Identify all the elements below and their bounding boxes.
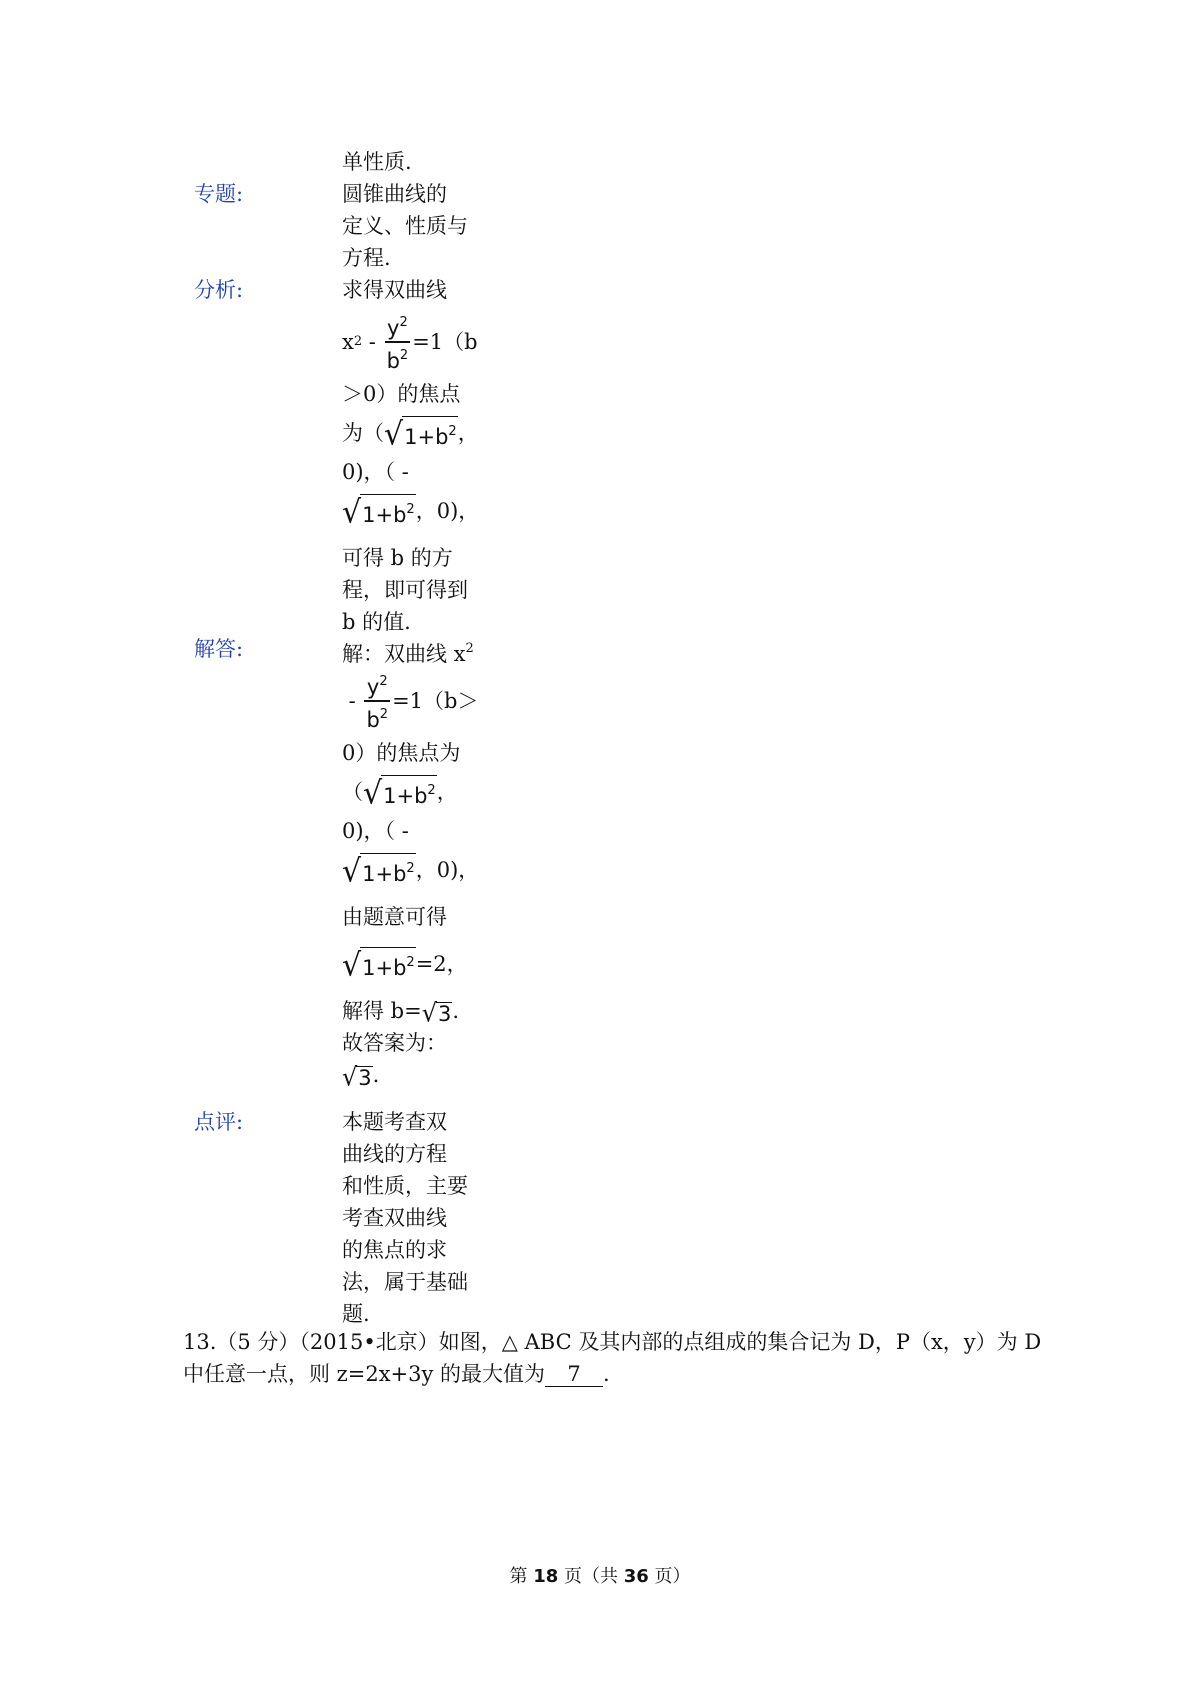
- page-footer: [0, 1562, 1200, 1588]
- analysis-line: ＞0）的焦点: [342, 382, 461, 406]
- question-line: 13.（5 分）（2015•北京）如图，△ ABC 及其内部的点组成的集合记为 D，P（x，y）为 D: [183, 1330, 1042, 1354]
- question-line2-text: 中任意一点，则 z=2x+3y 的最大值为: [183, 1362, 546, 1386]
- comment-line: 法，属于基础: [342, 1270, 468, 1294]
- solution-exp: 2: [465, 641, 474, 656]
- eq-x: x: [342, 330, 354, 354]
- frac-num: y: [366, 675, 380, 700]
- frac-den-exp: 2: [399, 347, 409, 363]
- sqrt-exp: 2: [406, 955, 415, 970]
- radical-icon: √: [342, 853, 362, 890]
- comment-line: 的焦点的求: [342, 1238, 447, 1262]
- solution-line: 故答案为：: [342, 1031, 447, 1055]
- sqrt-1-plus-b2: [342, 853, 416, 890]
- solution-content: [342, 633, 492, 1091]
- comma: ，: [457, 421, 479, 445]
- topic-content: [342, 178, 492, 274]
- focus-coordinate-line-2: [342, 847, 492, 893]
- radical-icon: √: [421, 997, 438, 1028]
- eq-minus: -: [362, 330, 383, 354]
- sqrt-exp: 2: [406, 502, 415, 517]
- eq-rest: =1（b＞: [392, 689, 479, 713]
- solution-line: 0）的焦点为: [342, 741, 461, 765]
- total-pages: 36: [623, 1566, 649, 1587]
- analysis-content: [342, 274, 492, 638]
- footer-middle: 页（共: [558, 1566, 624, 1587]
- analysis-line: 程，即可得到: [342, 578, 468, 602]
- radical-icon: √: [342, 947, 362, 984]
- topic-line: 圆锥曲线的: [342, 182, 447, 206]
- sqrt-3: [342, 1061, 373, 1092]
- sqrt-exp: 2: [406, 861, 415, 876]
- sqrt-exp: 2: [427, 783, 436, 798]
- radical-icon: √: [363, 775, 383, 812]
- sqrt-body: 1+b: [383, 784, 428, 808]
- equation-sqrt-equals-2: [342, 941, 492, 987]
- question-line2-suffix: .: [603, 1362, 610, 1386]
- frac-num-exp: 2: [379, 674, 388, 690]
- fraction-y2-b2: [385, 310, 411, 374]
- comment-line: 题.: [342, 1302, 370, 1326]
- sqrt-3: [421, 997, 453, 1028]
- sqrt-body: 1+b: [362, 503, 407, 527]
- sqrt-exp: 2: [448, 424, 457, 439]
- result-suffix: .: [452, 999, 460, 1023]
- frac-den: b: [386, 348, 400, 373]
- solution-line: [342, 633, 492, 665]
- paren-open: 为（: [342, 421, 384, 445]
- sqrt-1-plus-b2: [363, 775, 437, 812]
- paren-open: （: [342, 780, 363, 804]
- analysis-label: 分析:: [194, 278, 244, 302]
- sqrt-body: 1+b: [404, 425, 449, 449]
- sqrt-1-plus-b2: [384, 416, 458, 453]
- sqrt-1-plus-b2: [342, 947, 416, 984]
- question-line: [183, 1358, 1063, 1390]
- comma: ，: [436, 780, 458, 804]
- comment-line: 和性质，主要: [342, 1174, 468, 1198]
- top-fragment-text: 单性质.: [342, 150, 412, 174]
- footer-suffix: 页）: [648, 1566, 691, 1587]
- fraction-y2-b2: [364, 669, 390, 733]
- solution-result-line: [342, 995, 492, 1027]
- eq-exp: 2: [353, 334, 363, 349]
- frac-den: b: [366, 707, 380, 732]
- radical-icon: √: [342, 494, 362, 531]
- solution-line-text: 解：双曲线 x: [342, 642, 466, 666]
- focus-coordinate-line-2: [342, 488, 492, 534]
- sqrt-1-plus-b2: [342, 494, 416, 531]
- comment-label: 点评:: [194, 1110, 244, 1134]
- topic-line: 方程.: [342, 246, 391, 270]
- eq-minus: -: [342, 689, 363, 713]
- frac-num-exp: 2: [399, 315, 408, 331]
- frac-den-exp: 2: [379, 706, 389, 722]
- radical-icon: √: [342, 1061, 358, 1092]
- coord-suffix: ，0)，: [415, 858, 480, 882]
- hyperbola-equation: [342, 665, 492, 737]
- sqrt3-body: 3: [438, 1001, 452, 1026]
- solution-label: 解答:: [194, 637, 244, 661]
- comment-line: 考查双曲线: [342, 1206, 447, 1230]
- eq-rest: =1（b: [412, 330, 478, 354]
- comment-line: 曲线的方程: [342, 1142, 447, 1166]
- result-prefix: 解得 b=: [342, 999, 422, 1023]
- solution-line: 由题意可得: [342, 905, 447, 929]
- radical-icon: √: [384, 416, 404, 453]
- topic-label: 专题:: [194, 182, 244, 206]
- frac-num: y: [387, 316, 400, 341]
- analysis-top-fragment: [342, 146, 492, 178]
- answer-blank: 7: [545, 1362, 603, 1387]
- answer-line: [342, 1059, 492, 1091]
- question-13: [183, 1326, 1063, 1390]
- analysis-line: 求得双曲线: [342, 278, 447, 302]
- hyperbola-equation: [342, 306, 492, 378]
- focus-coordinate-line: [342, 769, 492, 815]
- footer-prefix: 第: [509, 1566, 534, 1587]
- analysis-line: b 的值.: [342, 610, 411, 634]
- equals-two: =2，: [415, 952, 468, 976]
- sqrt-body: 1+b: [362, 862, 407, 886]
- analysis-line: 可得 b 的方: [342, 546, 453, 570]
- page-number: 18: [533, 1566, 559, 1587]
- answer-suffix: .: [372, 1063, 380, 1087]
- comment-line: 本题考查双: [342, 1110, 447, 1134]
- coord-suffix: ，0)，: [415, 499, 480, 523]
- analysis-line: 0)，（ -: [342, 460, 409, 484]
- focus-coordinate-line: [342, 410, 492, 456]
- topic-line: 定义、性质与: [342, 214, 468, 238]
- solution-line: 0)，（ -: [342, 819, 409, 843]
- sqrt-body: 1+b: [362, 956, 407, 980]
- sqrt3-body: 3: [358, 1065, 372, 1090]
- comment-content: [342, 1106, 492, 1330]
